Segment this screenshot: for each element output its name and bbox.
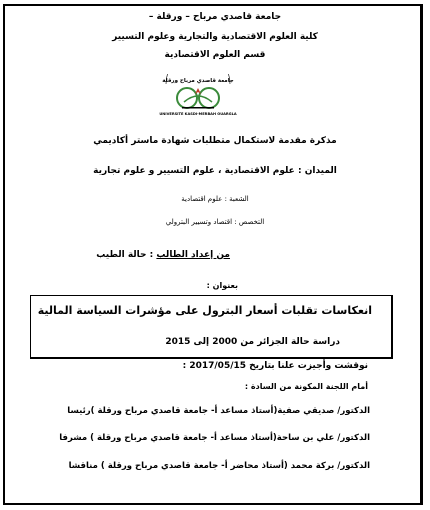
logo-arabic-text: جامعة قاصدي مرباح ورقلة [162, 78, 234, 84]
committee-member-2: الدكتور/ علي بن ساحة(أستاذ مساعد أ- جامعة قاصدي مرباح ورقلة ) مشرفا [59, 433, 370, 443]
university-logo [152, 74, 244, 116]
committee-member-1: الدكتور/ صديقي صفية(أستاذ مساعد أ- جامعة قاصدي مرباح ورقلة )رئيسا [67, 406, 370, 416]
memo-branch: الشعبة : علوم اقتصادية [181, 195, 249, 203]
department-name: قسم العلوم الاقتصادية [164, 50, 266, 60]
memo-specialty: التخصص : اقتصاد وتسيير البترولي [165, 218, 265, 226]
title-heading: بعنوان : [206, 281, 238, 290]
committee-intro: أمام اللجنة المكونة من السادة : [244, 382, 368, 391]
faculty-name: كلية العلوم الاقتصادية والتجارية وعلوم التسيير [112, 32, 318, 42]
logo-latin-text: UNIVERSITE KASDI-MERBAH OUARGLA [159, 112, 237, 116]
author-label: من إعداد الطالب [156, 250, 230, 260]
author-line [96, 250, 230, 260]
thesis-subtitle: دراسة حالة الجزائر من 2000 إلى 2015 [165, 337, 340, 347]
committee-member-3: الدكتور/ بركة محمد (أستاذ محاضر أ- جامعة قاصدي مرباح ورقلة ) مناقشا [68, 461, 370, 471]
university-name: جامعة قاصدي مرباح – ورقلة – [148, 12, 282, 22]
thesis-title: انعكاسات تقلبات أسعار البترول على مؤشرات السياسة المالية [37, 304, 372, 317]
memo-type: مذكرة مقدمة لاستكمال متطلبات شهادة ماستر أكاديمي [93, 136, 337, 146]
defense-date: نوقشت وأجيزت علنا بتاريخ 2017/05/15 : [182, 361, 368, 371]
author-name: : حالة الطيب [96, 250, 154, 260]
memo-field: الميدان : علوم الاقتصادية ، علوم التسيير و علوم تجارية [93, 166, 337, 176]
